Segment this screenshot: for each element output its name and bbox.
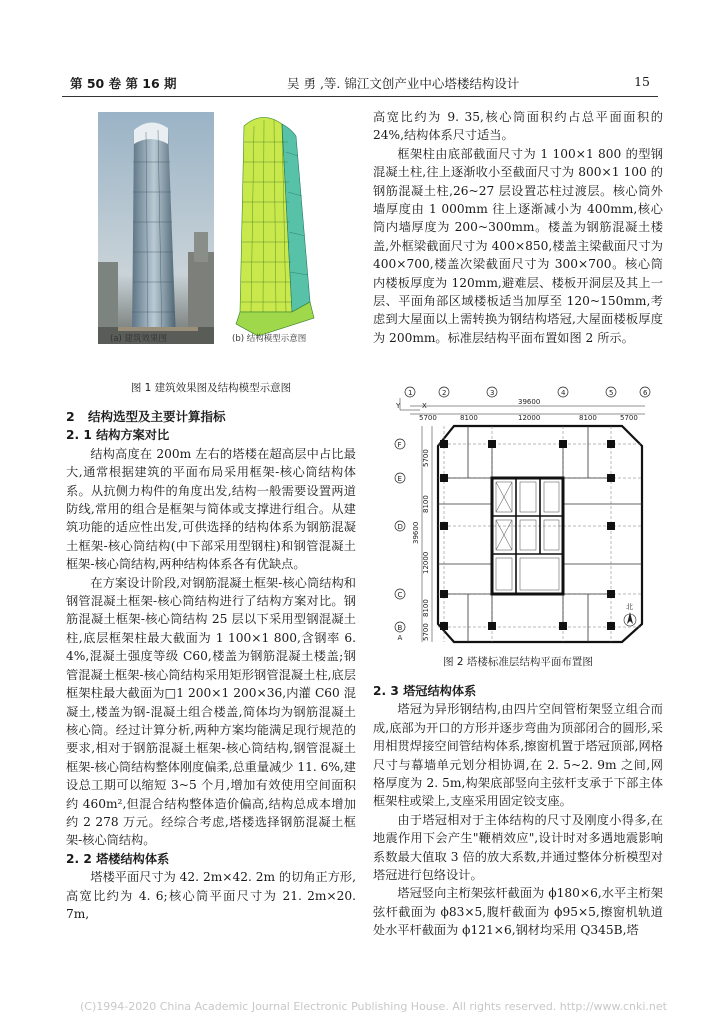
axis-label: C bbox=[397, 591, 403, 599]
y-axis-label: Y bbox=[396, 402, 401, 410]
north-label: 北 bbox=[626, 603, 633, 611]
left-dimension: 5700 bbox=[422, 449, 430, 467]
running-header bbox=[62, 70, 658, 97]
left-total-dimension: 39600 bbox=[412, 521, 420, 544]
section-2-3-heading: 2. 3 塔冠结构体系 bbox=[373, 684, 477, 698]
top-dimension: 5700 bbox=[419, 414, 437, 422]
article-running-title: 吴 勇 ,等. 锦江文创产业中心塔楼结构设计 bbox=[287, 76, 520, 91]
section-2-2-heading: 2. 2 塔楼结构体系 bbox=[66, 851, 170, 866]
right-column-top bbox=[373, 108, 663, 347]
left-dimension: 12000 bbox=[422, 551, 430, 574]
axis-label: 3 bbox=[490, 389, 495, 397]
section-title: 结构选型及主要计算指标 bbox=[88, 409, 226, 424]
structural-plan-drawing bbox=[392, 384, 654, 646]
paragraph: 由于塔冠相对于主体结构的尺寸及刚度小得多,在地震作用下会产生"鞭梢效应",设计时对多遇地震影响系数最大值取 3 倍的放大系数,并通过整体分析模型对塔冠进行包络设计。 bbox=[373, 812, 663, 883]
paragraph: 塔冠竖向主桁架弦杆截面为 ϕ180×6,水平主桁架弦杆截面为 ϕ83×5,腹杆截面为 ϕ95×5,擦窗机轨道处水平杆截面为 ϕ121×6,钢材均采用 Q345B,塔 bbox=[373, 886, 663, 938]
section-2-1-heading: 2. 1 结构方案对比 bbox=[66, 428, 170, 443]
axis-label: D bbox=[397, 523, 403, 531]
x-axis-label: X bbox=[422, 402, 427, 410]
top-total-dimension: 39600 bbox=[518, 398, 541, 406]
axis-label: 5 bbox=[609, 389, 614, 397]
left-column bbox=[66, 408, 356, 923]
left-dimension: 8100 bbox=[422, 599, 430, 617]
axis-label: E bbox=[397, 475, 402, 483]
axis-label: 2 bbox=[442, 389, 447, 397]
top-dimension: 8100 bbox=[460, 414, 478, 422]
right-column-bottom bbox=[373, 682, 663, 940]
left-dimension: 8100 bbox=[422, 495, 430, 513]
axis-label: B bbox=[397, 624, 403, 632]
figure-1a-caption: (a) 建筑效果图 bbox=[110, 334, 168, 344]
section-2-heading bbox=[66, 408, 356, 426]
top-dimension: 5700 bbox=[620, 414, 638, 422]
structural-model-image bbox=[218, 112, 336, 344]
figure-2-caption: 图 2 塔楼标准层结构平面布置图 bbox=[443, 656, 593, 668]
figure-1 bbox=[98, 112, 338, 344]
building-rendering-image bbox=[98, 112, 214, 344]
axis-label: 4 bbox=[561, 389, 566, 397]
axis-label: F bbox=[397, 441, 402, 449]
paragraph: 结构高度在 200m 左右的塔楼在超高层中占比最大,通常根据建筑的平面布局采用框架-核心筒结构体系。从抗侧力构件的角度出发,结构一般需要设置两道防线,常用的组合是框架与简体或支撑进行组合。从建筑功能的适应性出发,可供选择的结构体系为钢筋混凝土框架-核心筒结构(中下部采用型钢柱)和钢管混凝土框架-核心筒结构,两种结构体系各有优缺点。 bbox=[66, 446, 356, 572]
top-dimension: 12000 bbox=[518, 414, 541, 422]
paragraph: 在方案设计阶段,对钢筋混凝土框架-核心筒结构和钢管混凝土框架-核心筒结构进行了结构方案对比。钢筋混凝土框架-核心筒结构 25 层以下采用型钢混凝土柱,底层框架柱最大截面为 1 100×1 800,含钢率 6. 4%,混凝土强度等级 C60,楼盖为钢筋混凝土楼盖;钢管混凝土框架-核心筒结构采用矩形钢管混凝土柱,底层框架柱最大截面为□1 200×1 200×36,内灌 C60 混凝土,楼盖为钢-混凝土组合楼盖,简体均为钢筋混凝土核心筒。经过计算分析,两种方案均能满足现行规范的要求,相对于钢筋混凝土框架-核心筒结构,钢管混凝土框架-核心筒结构整体刚度偏柔,总重量减少 11. 6%,建设总工期可以缩短 3~5 个月,增加有效使用空间面积约 460m²,但混合结构整体造价偏高,结构总成本增加约 2 278 万元。经综合考虑,塔楼选择钢筋混凝土框架-核心筒结构。 bbox=[66, 575, 356, 848]
figure-1b-caption: (b) 结构模型示意图 bbox=[232, 334, 307, 344]
journal-volume: 第 50 卷 第 16 期 bbox=[70, 76, 177, 91]
paragraph: 框架柱由底部截面尺寸为 1 100×1 800 的型钢混凝土柱,往上逐渐收小至截面尺寸为 800×1 100 的钢筋混凝土柱,26~27 层设置芯柱过渡层。核心筒外墙厚度由 1 000mm 往上逐渐减小为 400mm,核心筒内墙厚度为 200~300mm。楼盖为钢筋混凝土楼盖,外框梁截面尺寸为 400×850,楼盖主梁截面尺寸为 400×700,楼盖次梁截面尺寸为 300×700。核心筒内楼板厚度为 120mm,避难层、楼板开洞层及其上一层、平面角部区域楼板适当加厚至 120~150mm,考虑到大屋面以上需转换为钢结构塔冠,大屋面楼板厚度为 200mm。标准层结构平面布置如图 2 所示。 bbox=[373, 146, 663, 345]
top-dimension: 8100 bbox=[579, 414, 597, 422]
axis-label: 1 bbox=[408, 389, 413, 397]
axis-label: 6 bbox=[643, 389, 648, 397]
figure-1-caption: 图 1 建筑效果图及结构模型示意图 bbox=[130, 382, 292, 394]
paragraph: 塔冠为异形钢结构,由四片空间管桁架竖立组合而成,底部为开口的方形并逐步弯曲为顶部闭合的圆形,采用相贯焊接空间管结构体系,擦窗机置于塔冠顶部,网格尺寸与幕墙单元划分相协调,在 2. 5~2. 9m 之间,网格厚度为 2. 5m,构架底部竖向主弦杆支承于下部主体框架柱或梁上,支座采用固定铰支座。 bbox=[373, 702, 663, 809]
page-number: 15 bbox=[634, 74, 650, 89]
north-arrow-icon bbox=[624, 602, 636, 626]
paragraph: 塔楼平面尺寸为 42. 2m×42. 2m 的切角正方形,高宽比约为 4. 6;核心筒平面尺寸为 21. 2m×20. 7m, bbox=[66, 870, 356, 921]
left-dimension: 5700 bbox=[422, 623, 430, 641]
copyright-watermark: (C)1994-2020 China Academic Journal Electronic Publishing House. All rights reserved. http://www.cnki.net bbox=[80, 1000, 667, 1013]
paragraph: 高宽比约为 9. 35,核心筒面积约占总平面面积的 24%,结构体系尺寸适当。 bbox=[373, 110, 663, 143]
section-number: 2 bbox=[66, 409, 75, 424]
top-axis-bubbles bbox=[405, 387, 650, 397]
axis-label: A bbox=[397, 634, 403, 642]
